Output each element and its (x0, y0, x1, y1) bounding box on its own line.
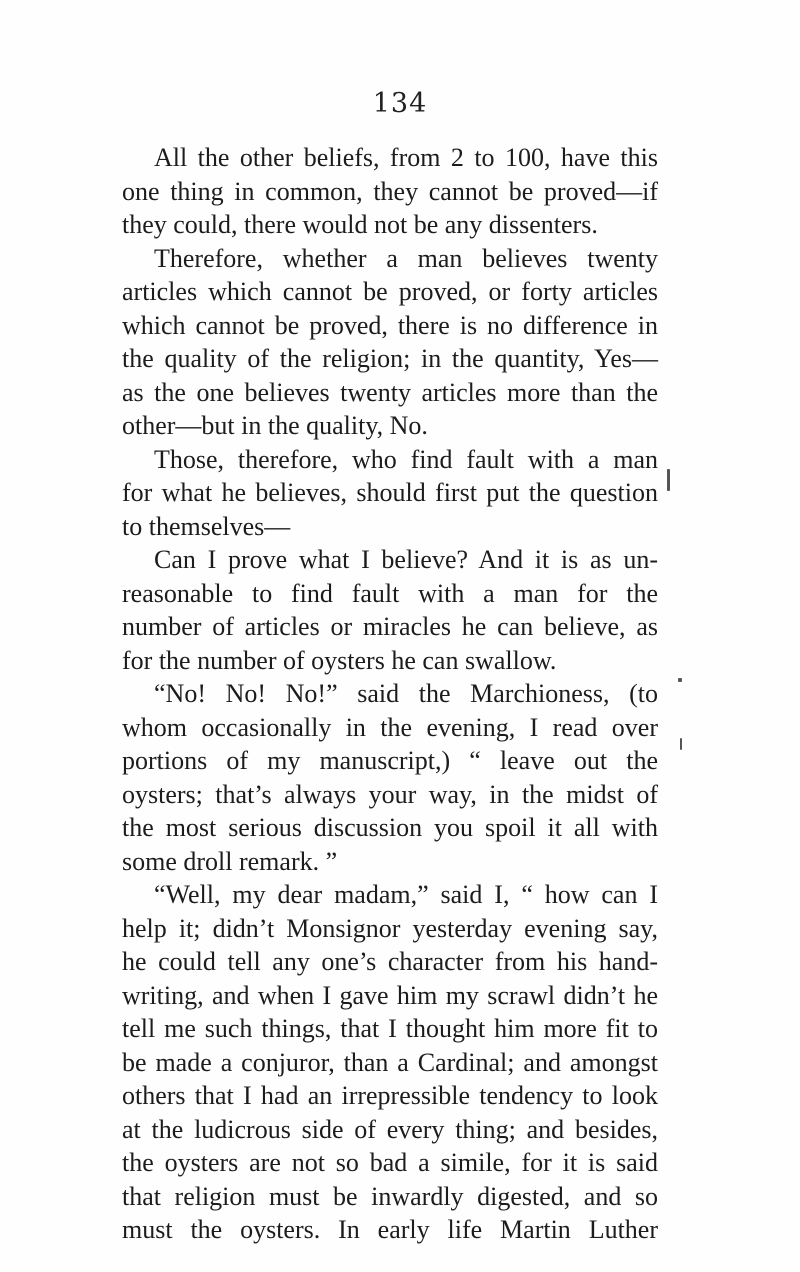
ink-speck (678, 678, 682, 682)
text-line: reasonable to find fault with a man for the (122, 578, 658, 608)
text-line: portions of my manuscript,) “ leave out the (122, 746, 658, 775)
text-line: articles which cannot be proved, or forty articles (122, 277, 658, 306)
text-line: be made a conjuror, than a Cardinal; and amongst (122, 1047, 658, 1077)
text-line: at the ludicrous side of every thing; and besides, (122, 1114, 658, 1144)
text-line: “Well, my dear madam,” said I, “ how can I (154, 880, 658, 909)
text-line: All the other beliefs, from 2 to 100, have this (154, 143, 658, 172)
text-line: to themselves— (122, 511, 291, 541)
body-text (122, 141, 658, 1247)
text-line: he could tell any one’s character from his hand- (122, 947, 658, 976)
text-line: the quality of the religion; in the quantity, Yes— (122, 344, 658, 373)
text-line: the most serious discussion you spoil it all with (122, 813, 658, 842)
text-line: for what he believes, should first put the question (122, 478, 658, 507)
text-line: help it; didn’t Monsignor yesterday evening say, (122, 913, 658, 943)
text-line: the oysters are not so bad a simile, for it is said (122, 1148, 658, 1177)
text-line: must the oysters. In early life Martin Luther (122, 1215, 658, 1244)
text-line: which cannot be proved, there is no difference in (122, 310, 658, 340)
text-line: that religion must be inwardly digested, and so (122, 1181, 658, 1211)
text-line: Can I prove what I believe? And it is as un- (154, 545, 658, 574)
text-line: for the number of oysters he can swallow. (122, 645, 557, 675)
text-line: Therefore, whether a man believes twenty (154, 243, 658, 273)
text-line: Those, therefore, who find fault with a man (154, 444, 658, 474)
ink-speck (667, 469, 670, 491)
page-number: 134 (372, 88, 428, 119)
text-line: “No! No! No!” said the Marchioness, (to (154, 679, 658, 708)
ink-speck (680, 738, 682, 750)
text-line: they could, there would not be any dissenters. (122, 210, 598, 239)
text-line: as the one believes twenty articles more than the (122, 377, 658, 407)
text-line: tell me such things, that I thought him more fit to (122, 1014, 658, 1043)
text-line: some droll remark. ” (122, 846, 338, 876)
text-line: others that I had an irrepressible tendency to look (122, 1081, 658, 1110)
text-line: number of articles or miracles he can believe, as (122, 612, 658, 641)
text-line: one thing in common, they cannot be proved—if (122, 176, 658, 206)
text-line: writing, and when I gave him my scrawl didn’t he (122, 980, 658, 1010)
text-line: whom occasionally in the evening, I read over (122, 712, 658, 742)
text-line: oysters; that’s always your way, in the midst of (122, 779, 658, 809)
text-line: other—but in the quality, No. (122, 411, 428, 440)
